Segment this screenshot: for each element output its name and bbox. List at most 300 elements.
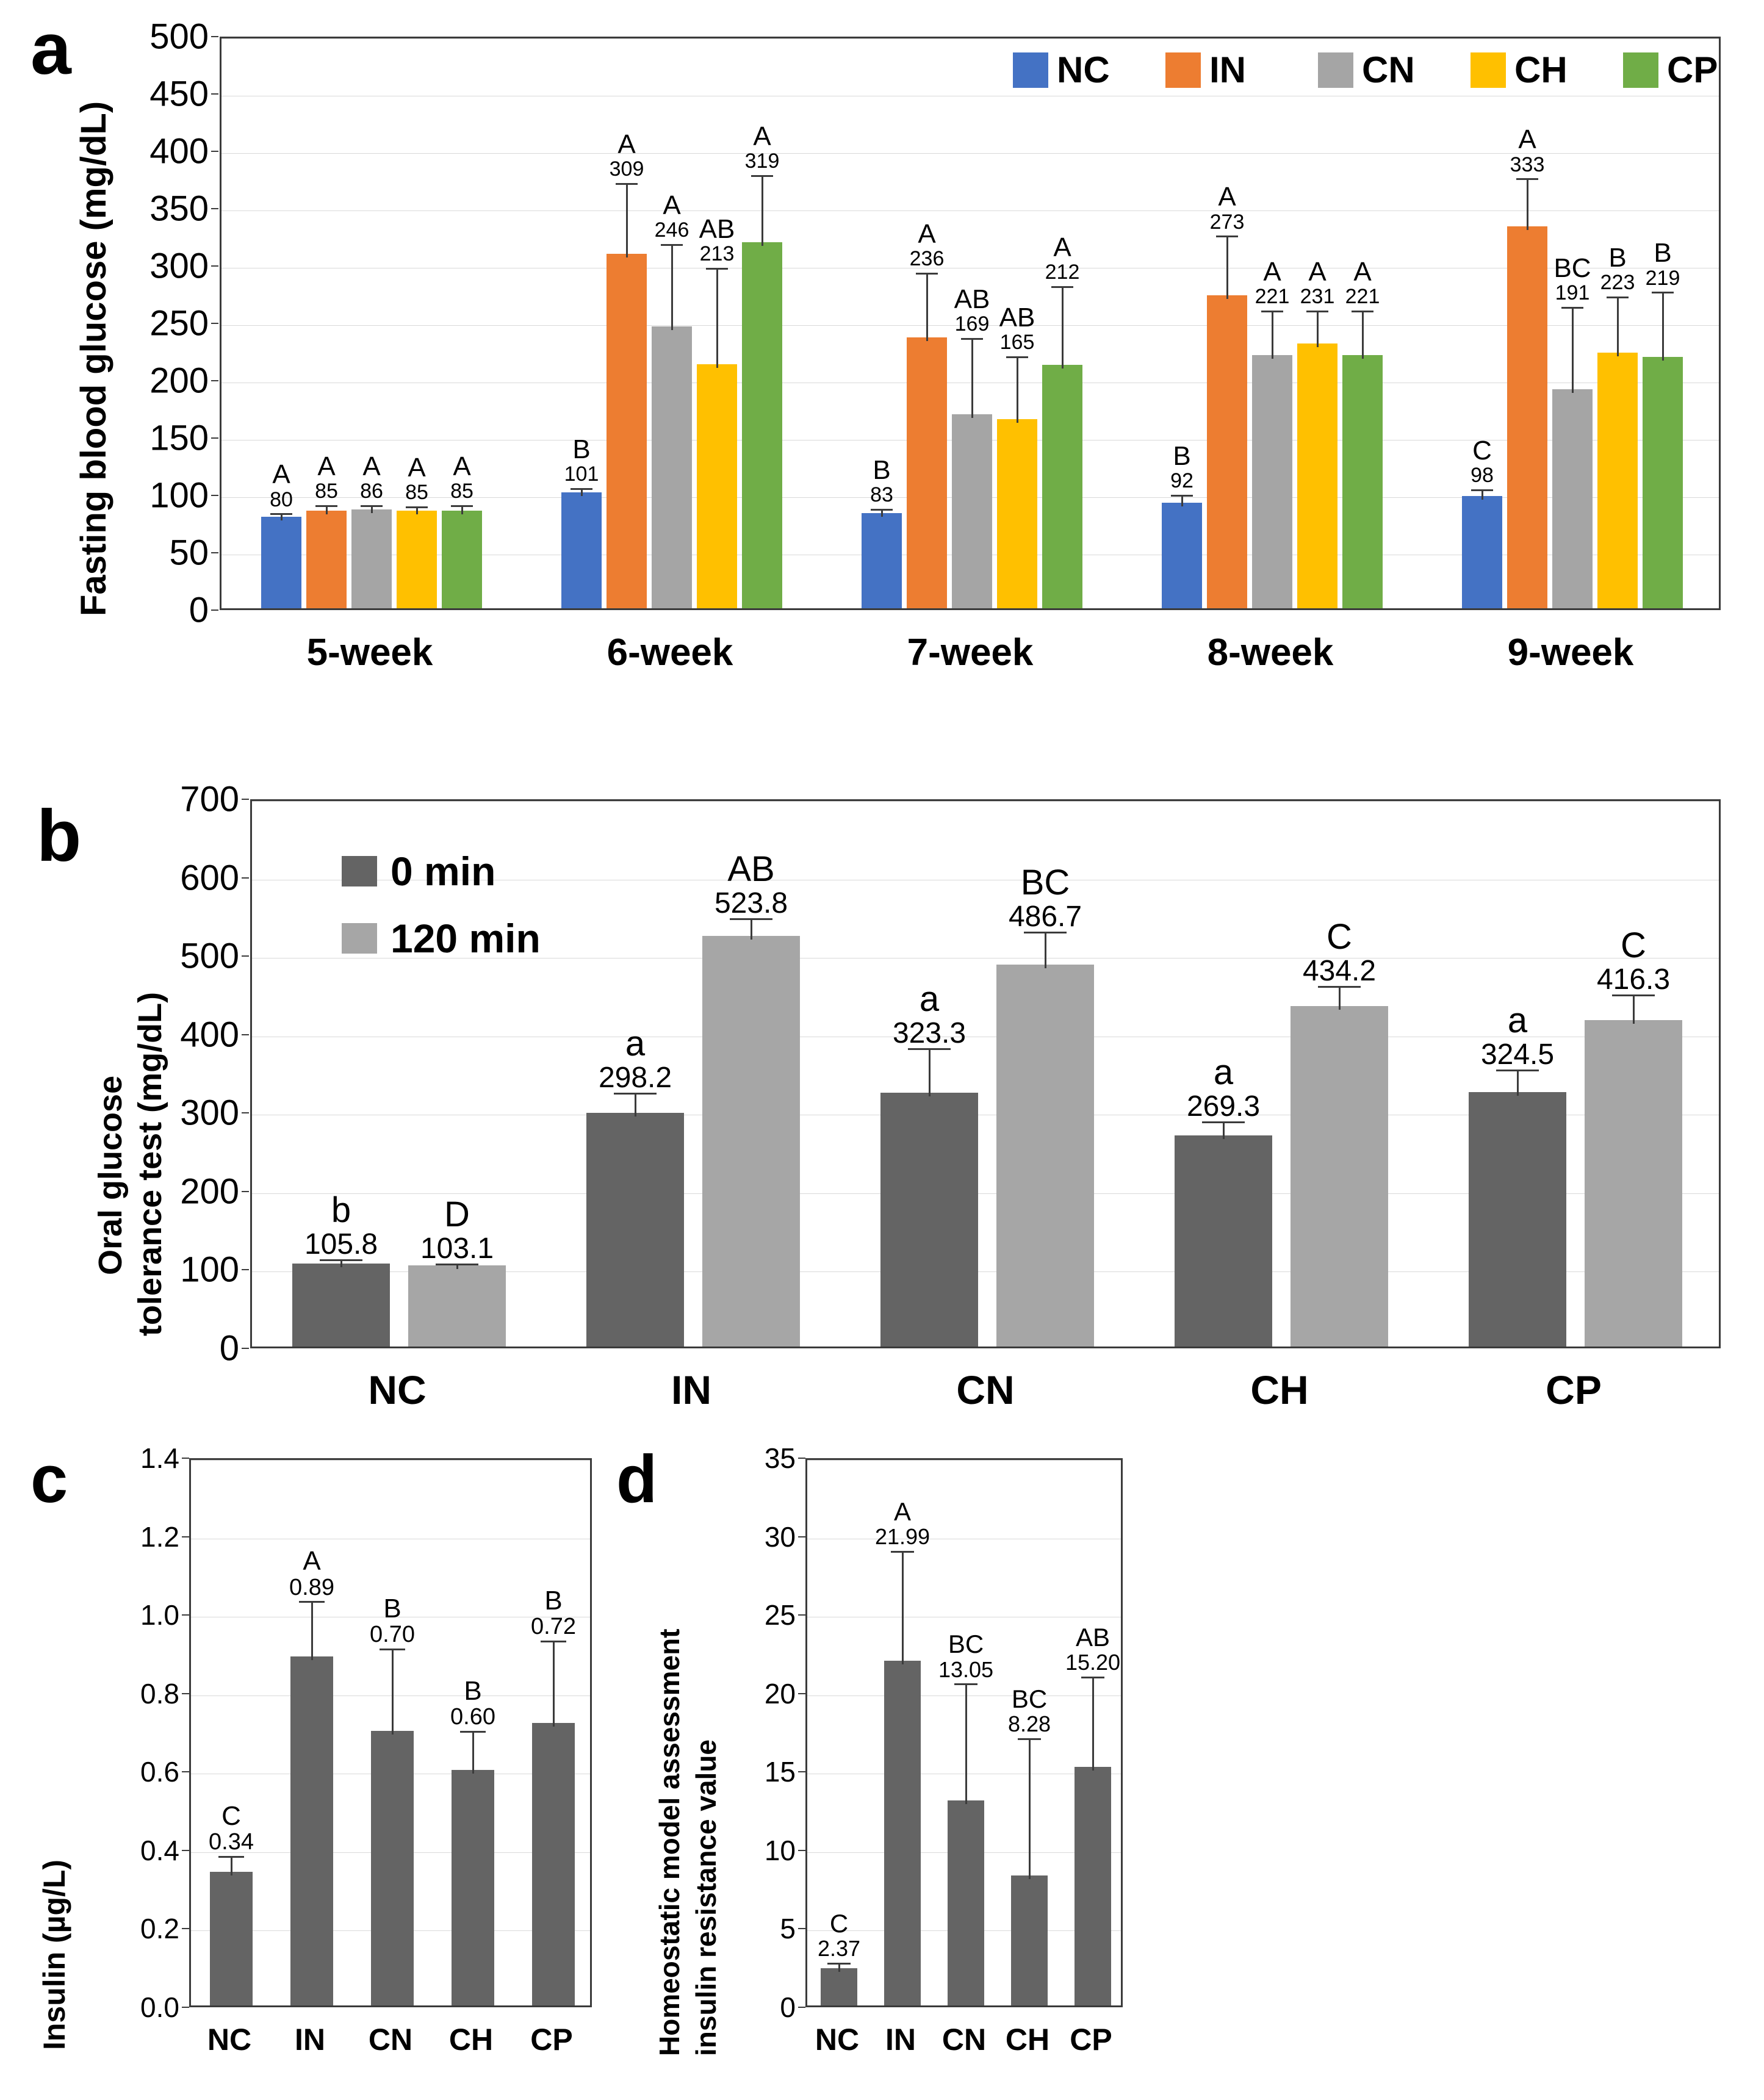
error-bar — [231, 1856, 232, 1875]
y-tick-mark — [798, 1693, 805, 1694]
significance-letter: B — [873, 455, 891, 485]
bar-IN — [290, 1656, 333, 2005]
y-tick-mark — [211, 437, 218, 439]
y-tick-mark — [242, 799, 249, 800]
x-tick-label: NC — [815, 2023, 860, 2057]
y-tick-mark — [182, 1614, 189, 1616]
significance-letter: a — [625, 1024, 646, 1064]
y-tick-label: 0.0 — [140, 1991, 179, 2023]
bar-annotation — [1623, 239, 1702, 289]
x-tick-label: CP — [530, 2023, 573, 2057]
error-bar — [626, 183, 628, 257]
value-label: 85 — [405, 481, 428, 505]
bar-CN-9-week — [1552, 389, 1593, 608]
y-tick-label: 400 — [149, 131, 209, 171]
error-bar — [751, 918, 752, 940]
value-label: 98 — [1471, 464, 1494, 487]
legend-swatch — [1318, 52, 1353, 88]
error-cap — [1018, 1738, 1041, 1740]
bar-annotation — [920, 1631, 1012, 1681]
value-label: 0.72 — [531, 1613, 576, 1639]
value-label: 223 — [1600, 271, 1635, 295]
error-bar — [761, 175, 763, 246]
y-tick-label: 250 — [149, 303, 209, 343]
significance-letter: A — [1218, 182, 1236, 212]
x-tick-label: NC — [368, 1367, 427, 1412]
legend-item-0-min — [342, 848, 495, 894]
y-tick-label: 500 — [180, 936, 239, 976]
error-bar — [635, 1093, 636, 1117]
significance-letter: A — [663, 190, 681, 220]
x-tick-label: IN — [885, 2023, 916, 2057]
x-tick-label: CN — [956, 1367, 1015, 1412]
significance-letter: B — [1654, 238, 1672, 268]
bar-annotation — [565, 1026, 705, 1093]
bar-120 min-CH — [1291, 1006, 1388, 1347]
y-tick-label: 0.2 — [140, 1913, 179, 1945]
bar-annotation — [1563, 927, 1704, 995]
error-bar — [1339, 986, 1341, 1010]
error-cap — [891, 1551, 914, 1553]
legend-item-CP — [1623, 49, 1718, 91]
significance-letter: A — [1053, 232, 1071, 263]
y-tick-mark — [182, 1771, 189, 1772]
error-cap — [571, 488, 592, 490]
legend-swatch — [1623, 52, 1658, 88]
error-bar — [1617, 297, 1619, 356]
error-bar — [1226, 236, 1228, 298]
bar-0 min-CH — [1175, 1135, 1272, 1347]
value-label: 231 — [1300, 284, 1335, 308]
error-cap — [827, 1963, 851, 1965]
value-label: 273 — [1209, 210, 1245, 234]
x-tick-label: CH — [1005, 2023, 1050, 2057]
x-tick-label: CN — [941, 2023, 987, 2057]
value-label: 246 — [654, 218, 689, 242]
gridline — [221, 210, 1719, 211]
y-tick-label: 15 — [764, 1756, 796, 1788]
bar-CP-9-week — [1643, 357, 1683, 608]
bar-annotation — [859, 981, 999, 1049]
significance-letter: BC — [948, 1630, 984, 1659]
significance-letter: B — [464, 1675, 482, 1706]
gridline — [191, 1695, 590, 1696]
y-tick-label: 20 — [764, 1677, 796, 1710]
value-label: 0.70 — [370, 1621, 415, 1647]
significance-letter: A — [272, 459, 290, 490]
y-tick-mark — [798, 1850, 805, 1851]
y-tick-label: 200 — [180, 1171, 239, 1212]
y-tick-label: 700 — [180, 779, 239, 819]
error-cap — [270, 513, 292, 515]
error-bar — [716, 268, 718, 368]
bar-NC-8-week — [1162, 503, 1202, 608]
error-bar — [1223, 1121, 1225, 1138]
y-tick-label: 450 — [149, 74, 209, 114]
panel-d-letter: d — [616, 1442, 658, 1517]
error-cap — [1352, 311, 1373, 312]
bar-CP-7-week — [1042, 365, 1082, 608]
gridline — [221, 38, 1719, 39]
significance-letter: D — [444, 1195, 470, 1235]
y-tick-label: 30 — [764, 1520, 796, 1553]
error-bar — [1317, 311, 1319, 347]
error-bar — [1362, 311, 1364, 359]
x-tick-label: IN — [295, 2023, 325, 2057]
error-cap — [460, 1731, 486, 1733]
value-label: 213 — [699, 242, 735, 266]
significance-letter: a — [1213, 1052, 1234, 1093]
bar-NC — [210, 1872, 253, 2005]
value-label: 21.99 — [874, 1524, 931, 1550]
value-label: 0.89 — [289, 1574, 334, 1600]
legend-label: CN — [1362, 49, 1415, 90]
y-tick-mark — [211, 36, 218, 37]
error-cap — [1561, 307, 1583, 309]
y-tick-mark — [211, 265, 218, 267]
y-tick-label: 0.6 — [140, 1756, 179, 1788]
value-label: 319 — [744, 149, 780, 173]
significance-letter: A — [1263, 256, 1281, 287]
bar-CH-9-week — [1597, 353, 1638, 608]
bar-IN-5-week — [306, 511, 347, 608]
error-cap — [751, 175, 773, 177]
x-tick-label: IN — [671, 1367, 711, 1412]
value-label: 221 — [1345, 284, 1380, 308]
bar-annotation — [1488, 126, 1567, 176]
y-tick-label: 0 — [780, 1991, 796, 2023]
value-label: 85 — [450, 480, 473, 503]
y-tick-label: 300 — [149, 246, 209, 286]
significance-letter: B — [572, 434, 591, 464]
y-tick-mark — [211, 552, 218, 553]
legend-label: CP — [1667, 49, 1718, 90]
error-cap — [380, 1649, 405, 1650]
x-tick-label: 7-week — [907, 631, 1034, 674]
value-label: 269.3 — [1186, 1090, 1261, 1123]
bar-IN-7-week — [907, 337, 947, 608]
significance-letter: B — [544, 1585, 563, 1616]
legend-label: IN — [1209, 49, 1246, 90]
value-label: 105.8 — [304, 1228, 378, 1260]
bar-annotation — [977, 304, 1057, 354]
error-cap — [1261, 311, 1283, 312]
y-tick-label: 0.4 — [140, 1834, 179, 1866]
bar-annotation — [722, 123, 802, 173]
bar-annotation — [185, 1802, 277, 1855]
error-bar — [926, 273, 928, 342]
y-tick-mark — [182, 1536, 189, 1537]
bar-annotation — [387, 1196, 527, 1264]
bar-0 min-CN — [880, 1093, 978, 1347]
bar-annotation — [681, 851, 821, 919]
value-label: 13.05 — [938, 1656, 994, 1682]
bar-annotation — [347, 1595, 438, 1647]
bar-annotation — [1269, 919, 1409, 987]
legend-item-CH — [1471, 49, 1568, 91]
bar-CH-7-week — [997, 419, 1037, 608]
bar-CN-5-week — [351, 509, 392, 608]
error-bar — [971, 338, 973, 419]
bar-0 min-CP — [1469, 1092, 1566, 1347]
value-label: 15.20 — [1065, 1649, 1121, 1675]
significance-letter: AB — [1075, 1622, 1111, 1652]
error-bar — [1045, 932, 1046, 968]
significance-letter: b — [331, 1190, 351, 1231]
y-tick-label: 400 — [180, 1015, 239, 1055]
y-tick-mark — [182, 1850, 189, 1851]
value-label: 212 — [1045, 261, 1080, 284]
error-cap — [1051, 286, 1073, 288]
y-tick-mark — [798, 1614, 805, 1616]
panel-b-ylabel-line1: Oral glucose — [92, 1075, 129, 1275]
y-tick-label: 25 — [764, 1599, 796, 1631]
error-cap — [1607, 297, 1629, 298]
significance-letter: C — [1621, 926, 1646, 966]
y-tick-mark — [242, 877, 249, 879]
y-tick-mark — [211, 323, 218, 324]
significance-letter: BC — [1020, 862, 1070, 902]
y-tick-mark — [211, 151, 218, 152]
bar-NC-5-week — [261, 517, 301, 608]
bar-CP — [532, 1723, 575, 2005]
y-tick-mark — [242, 1348, 249, 1349]
significance-letter: AB — [999, 302, 1035, 333]
bar-CP-8-week — [1342, 355, 1383, 608]
y-tick-label: 600 — [180, 858, 239, 898]
bar-annotation — [587, 131, 666, 181]
y-tick-label: 0.8 — [140, 1677, 179, 1710]
error-cap — [1471, 489, 1493, 491]
significance-letter: A — [1353, 256, 1372, 287]
significance-letter: AB — [954, 284, 990, 314]
error-bar — [671, 244, 673, 330]
bar-annotation — [1047, 1624, 1139, 1674]
y-tick-mark — [242, 955, 249, 957]
value-label: 0.60 — [450, 1703, 495, 1730]
legend-swatch — [1471, 52, 1506, 88]
x-tick-label: CP — [1070, 2023, 1112, 2057]
y-tick-label: 100 — [180, 1250, 239, 1290]
value-label: 83 — [870, 483, 893, 506]
bar-120 min-NC — [408, 1265, 506, 1347]
value-label: 101 — [564, 462, 599, 486]
y-tick-label: 35 — [764, 1442, 796, 1474]
panel-b — [0, 763, 1764, 1434]
significance-letter: a — [919, 979, 940, 1019]
bar-annotation — [266, 1547, 358, 1600]
bar-annotation — [887, 220, 967, 270]
x-tick-label: CH — [448, 2023, 494, 2057]
error-bar — [929, 1048, 931, 1097]
significance-letter: AB — [699, 214, 735, 244]
x-tick-label: 9-week — [1507, 631, 1634, 674]
y-tick-mark — [798, 2007, 805, 2008]
significance-letter: C — [1472, 435, 1492, 466]
error-bar — [1272, 311, 1273, 359]
legend-label: CH — [1514, 49, 1568, 90]
x-tick-label: 5-week — [306, 631, 433, 674]
value-label: 80 — [270, 487, 293, 511]
y-tick-mark — [798, 1928, 805, 1929]
significance-letter: A — [893, 1497, 911, 1526]
error-bar — [902, 1551, 904, 1664]
y-tick-mark — [211, 93, 218, 95]
panel-a-letter: a — [31, 8, 71, 90]
gridline — [807, 1460, 1121, 1461]
error-cap — [299, 1601, 325, 1603]
y-tick-label: 5 — [780, 1913, 796, 1945]
significance-letter: A — [453, 451, 471, 482]
error-bar — [472, 1731, 474, 1774]
significance-letter: BC — [1011, 1684, 1048, 1713]
x-tick-label: 6-week — [607, 631, 733, 674]
error-bar — [1092, 1677, 1094, 1771]
panel-d — [610, 1440, 1764, 2099]
value-label: 416.3 — [1596, 963, 1671, 996]
error-cap — [1516, 178, 1538, 180]
y-tick-label: 300 — [180, 1093, 239, 1133]
panel-d-plot-area — [805, 1458, 1123, 2007]
significance-letter: a — [1507, 1001, 1528, 1041]
error-bar — [1527, 178, 1528, 230]
y-tick-label: 150 — [149, 418, 209, 458]
bar-annotation — [984, 1686, 1075, 1736]
panel-d-ylabel-line2: insulin resistance value — [690, 1739, 722, 2056]
panel-b-letter: b — [37, 795, 82, 877]
y-tick-mark — [182, 1458, 189, 1459]
legend-swatch — [1013, 52, 1048, 88]
error-cap — [1006, 356, 1028, 358]
error-cap — [315, 505, 337, 507]
value-label: 219 — [1645, 266, 1680, 290]
x-tick-label: CN — [368, 2023, 413, 2057]
significance-letter: C — [829, 1908, 849, 1938]
y-tick-mark — [798, 1536, 805, 1537]
y-tick-label: 100 — [149, 475, 209, 516]
significance-letter: C — [221, 1801, 241, 1832]
y-tick-label: 1.4 — [140, 1442, 179, 1474]
error-cap — [706, 268, 728, 270]
bar-120 min-CN — [996, 965, 1094, 1347]
significance-letter: B — [1173, 441, 1191, 472]
y-tick-label: 500 — [149, 16, 209, 57]
y-tick-mark — [182, 1928, 189, 1929]
legend-item-IN — [1165, 49, 1246, 91]
bar-CH-5-week — [397, 511, 437, 608]
value-label: 92 — [1170, 469, 1193, 493]
bar-CN-6-week — [652, 326, 692, 608]
value-label: 323.3 — [892, 1016, 967, 1049]
value-label: 191 — [1555, 281, 1590, 305]
error-cap — [1306, 311, 1328, 312]
error-bar — [1017, 356, 1018, 423]
value-label: 165 — [999, 330, 1035, 354]
panel-a-plot-area — [220, 37, 1721, 610]
y-tick-mark — [211, 208, 218, 209]
y-tick-mark — [211, 380, 218, 381]
bar-annotation — [1447, 1002, 1588, 1070]
value-label: 236 — [909, 246, 945, 270]
legend-label: 120 min — [391, 916, 541, 961]
bar-0 min-NC — [292, 1264, 390, 1347]
panel-c-letter: c — [31, 1442, 68, 1517]
error-bar — [553, 1641, 555, 1727]
error-cap — [1081, 1677, 1104, 1678]
y-tick-mark — [242, 1112, 249, 1113]
value-label: 8.28 — [1007, 1711, 1051, 1736]
y-tick-label: 1.2 — [140, 1520, 179, 1553]
bar-annotation — [1153, 1054, 1294, 1122]
legend-item-CN — [1318, 49, 1415, 91]
error-bar — [392, 1649, 394, 1735]
bar-annotation — [1187, 183, 1267, 233]
bar-CP-6-week — [742, 242, 782, 608]
y-tick-mark — [242, 1269, 249, 1270]
error-bar — [1062, 286, 1064, 369]
bar-CN-7-week — [952, 414, 992, 608]
significance-letter: B — [383, 1593, 401, 1624]
error-bar — [965, 1683, 967, 1804]
value-label: 324.5 — [1480, 1038, 1555, 1071]
error-bar — [1633, 994, 1635, 1024]
bar-NC-9-week — [1462, 496, 1502, 608]
y-tick-label: 0 — [219, 1328, 239, 1368]
legend-label: NC — [1057, 49, 1110, 90]
bar-CP — [1075, 1767, 1111, 2005]
y-tick-mark — [798, 1458, 805, 1459]
panel-d-ylabel-line1: Homeostatic model assessment — [653, 1628, 685, 2056]
bar-CP-5-week — [442, 511, 482, 608]
y-tick-mark — [211, 610, 218, 611]
error-cap — [871, 509, 893, 511]
bar-annotation — [508, 1587, 599, 1639]
bar-NC — [821, 1968, 857, 2005]
panel-c-ylabel: Insulin (µg/L) — [37, 1859, 71, 2050]
gridline — [191, 1460, 590, 1461]
error-cap — [406, 506, 428, 508]
bar-CH-6-week — [697, 364, 737, 608]
legend-swatch — [342, 856, 377, 886]
panel-c-plot-area — [189, 1458, 592, 2007]
significance-letter: A — [617, 129, 636, 159]
significance-letter: A — [317, 451, 336, 482]
y-tick-mark — [211, 495, 218, 496]
value-label: 333 — [1510, 153, 1545, 176]
y-tick-mark — [242, 1191, 249, 1192]
bar-annotation — [1323, 258, 1402, 308]
significance-letter: BC — [1553, 253, 1591, 283]
panel-b-ylabel-line2: tolerance test (mg/dL) — [132, 991, 168, 1336]
significance-letter: A — [362, 451, 381, 482]
error-cap — [541, 1641, 566, 1642]
bar-CN — [371, 1731, 414, 2005]
bar-0 min-IN — [586, 1113, 684, 1347]
value-label: 2.37 — [817, 1935, 861, 1961]
gridline — [252, 801, 1719, 802]
panel-a-ylabel: Fasting blood glucose (mg/dL) — [74, 101, 113, 616]
panel-a — [0, 0, 1764, 750]
significance-letter: A — [1308, 256, 1327, 287]
bar-IN-6-week — [607, 254, 647, 608]
error-bar — [1572, 307, 1574, 393]
x-tick-label: 8-week — [1207, 631, 1334, 674]
bar-120 min-CP — [1585, 1020, 1682, 1347]
error-bar — [1662, 292, 1664, 361]
error-bar — [311, 1601, 313, 1660]
significance-letter: B — [1608, 243, 1627, 273]
bar-120 min-IN — [702, 936, 800, 1347]
